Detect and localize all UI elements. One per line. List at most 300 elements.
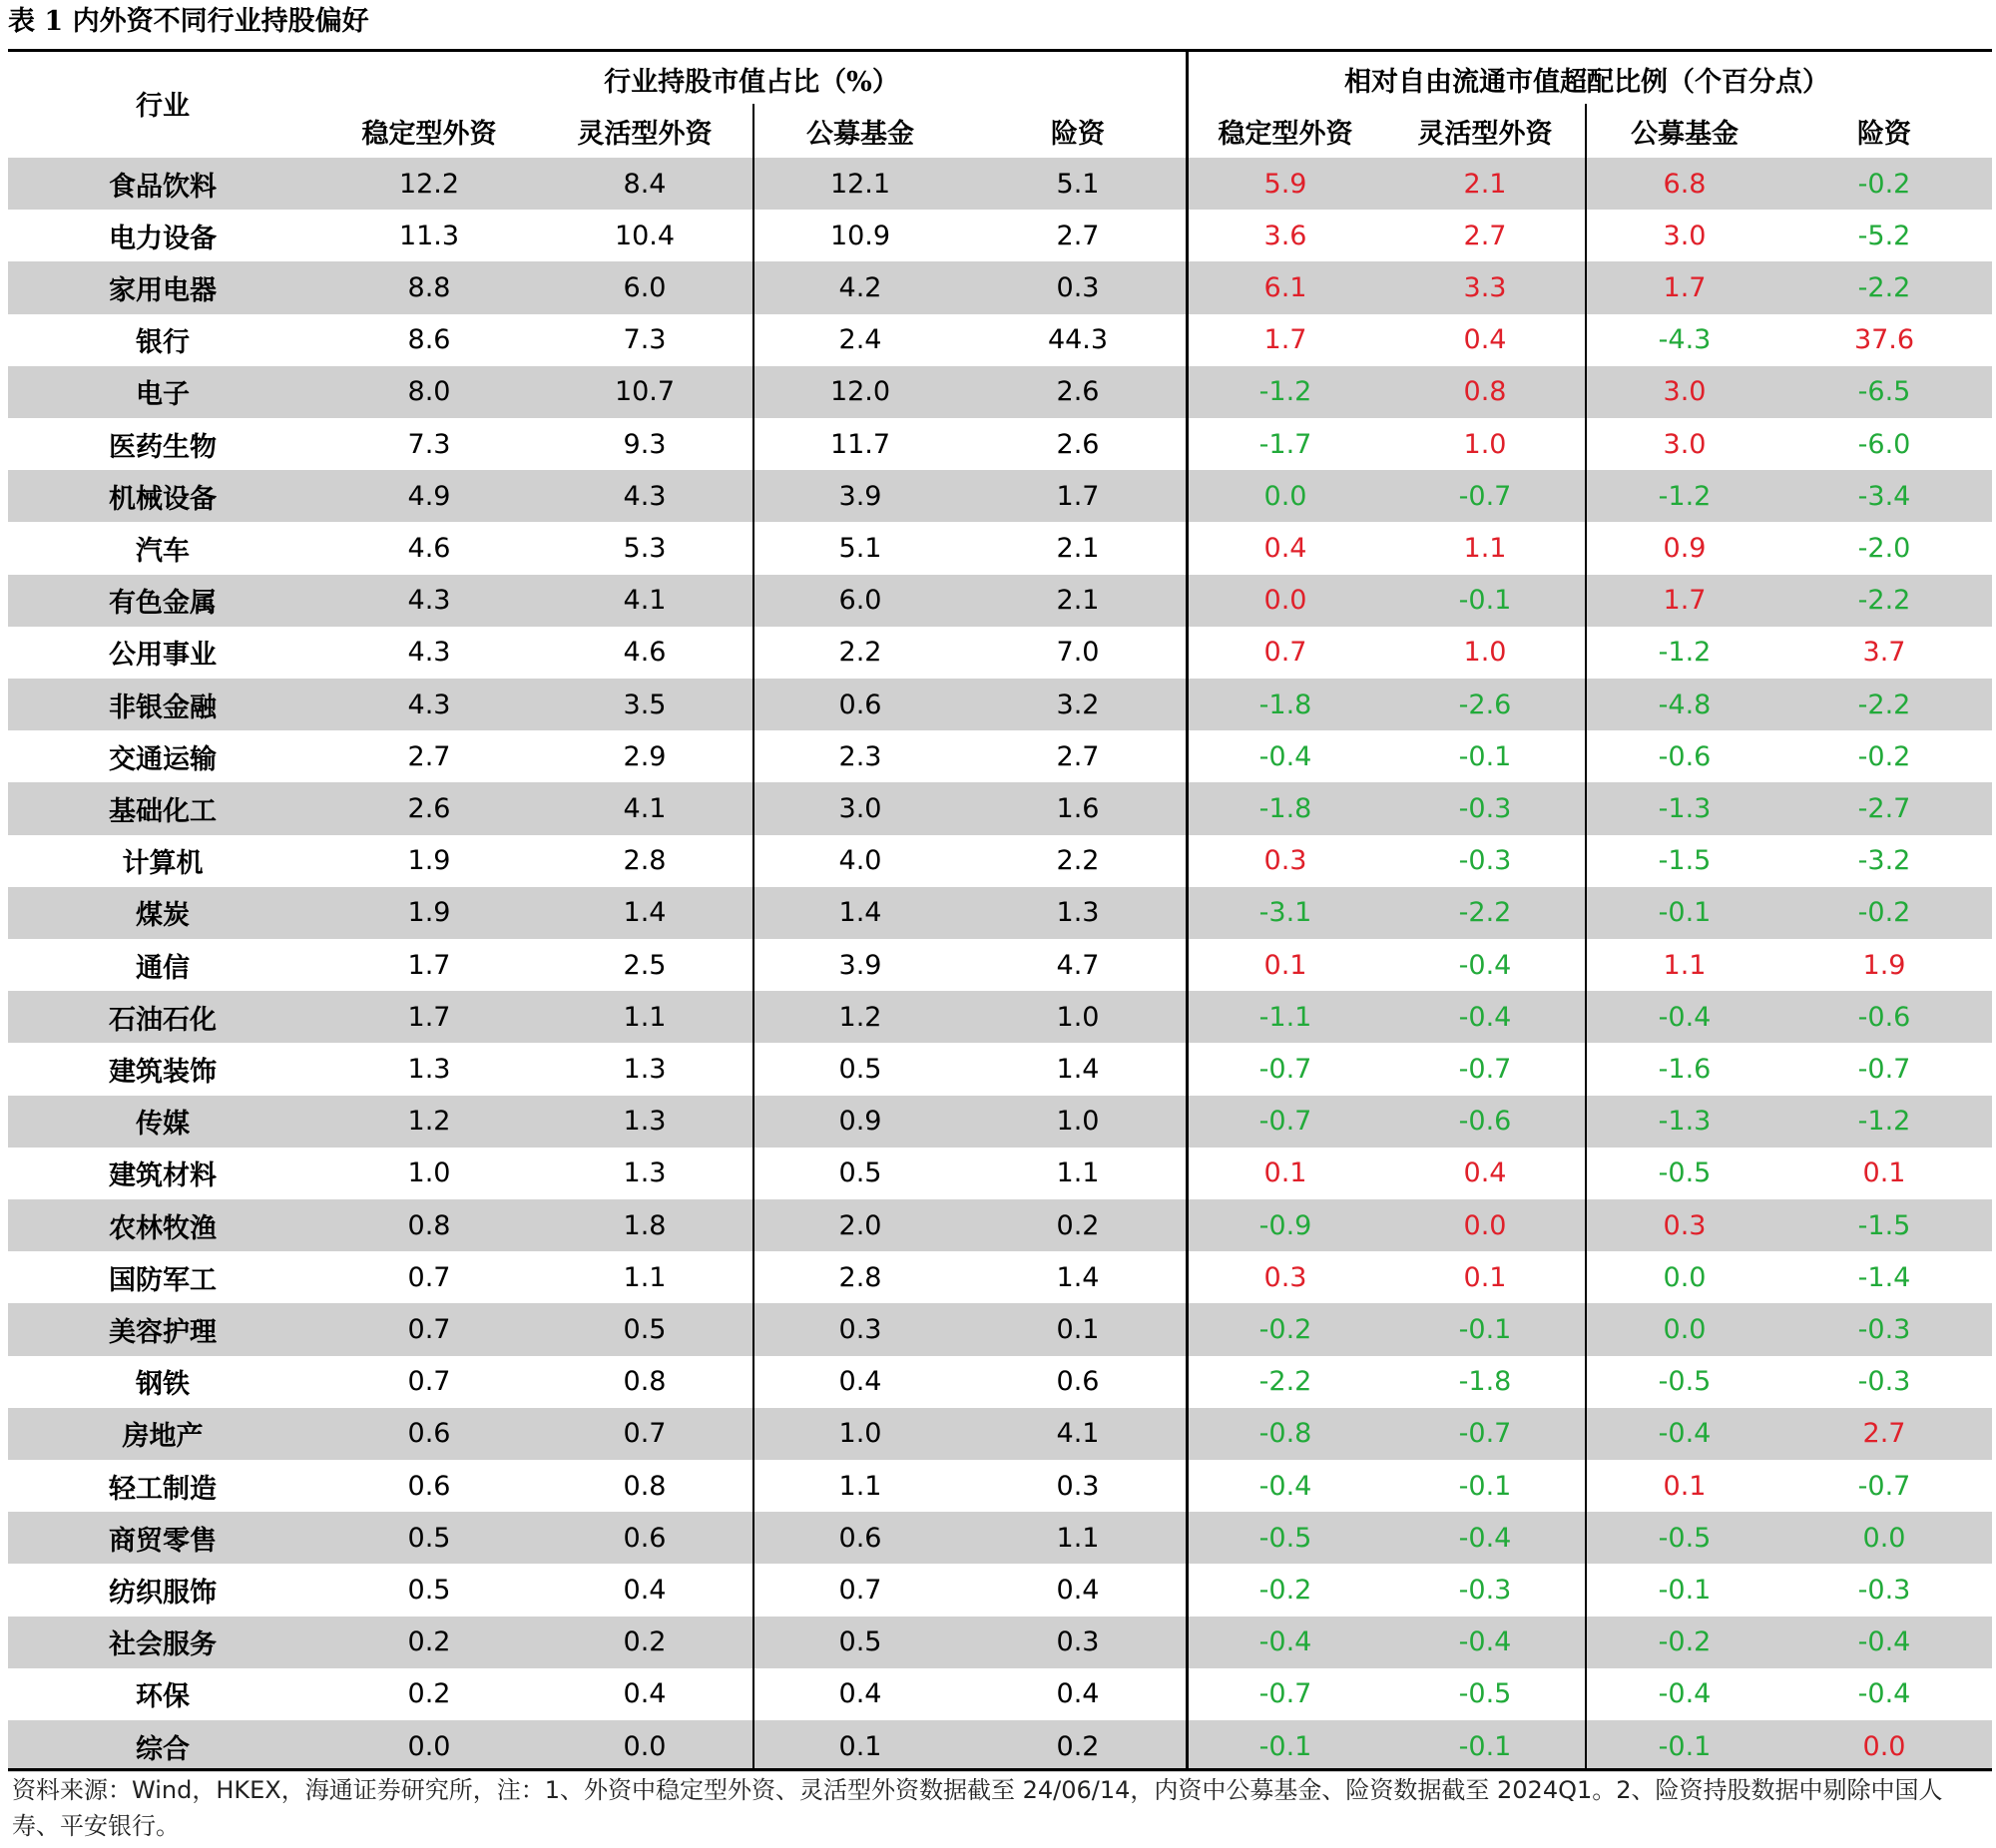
- overweight-value: 2.7: [1862, 1418, 1906, 1450]
- overweight-value: 1.0: [1463, 428, 1507, 460]
- industry-name: 汽车: [136, 535, 190, 567]
- overweight-value: -0.4: [1658, 1001, 1712, 1033]
- share-value: 0.2: [1056, 1730, 1100, 1762]
- overweight-value: 0.0: [1663, 1313, 1707, 1345]
- share-value: 0.5: [838, 1157, 882, 1189]
- industry-name: 非银金融: [109, 692, 217, 723]
- share-value: 2.0: [838, 1209, 882, 1241]
- overweight-value: -0.2: [1258, 1574, 1312, 1606]
- table-row: [8, 939, 1992, 991]
- overweight-value: -0.4: [1458, 1522, 1512, 1554]
- share-value: 4.3: [407, 585, 451, 617]
- share-value: 0.6: [407, 1470, 451, 1502]
- overweight-value: 0.3: [1263, 845, 1307, 877]
- share-value: 4.6: [407, 532, 451, 564]
- share-value: 0.8: [623, 1470, 667, 1502]
- share-value: 1.4: [1056, 1261, 1100, 1293]
- share-value: 1.0: [1056, 1106, 1100, 1138]
- share-value: 1.1: [623, 1001, 667, 1033]
- industry-name: 商贸零售: [109, 1525, 217, 1557]
- overweight-value: -5.2: [1857, 220, 1911, 251]
- industry-name: 综合: [136, 1733, 190, 1765]
- share-value: 1.0: [1056, 1001, 1100, 1033]
- overweight-value: 0.8: [1463, 376, 1507, 408]
- overweight-value: 1.7: [1263, 324, 1307, 356]
- overweight-value: 0.1: [1263, 949, 1307, 981]
- overweight-value: -2.7: [1857, 792, 1911, 824]
- industry-name: 轻工制造: [109, 1473, 217, 1505]
- header-share-flexible-foreign: 灵活型外资: [577, 119, 713, 150]
- share-value: 4.0: [838, 845, 882, 877]
- header-over-public-fund: 公募基金: [1631, 119, 1739, 150]
- share-value: 1.4: [1056, 1053, 1100, 1085]
- share-value: 1.1: [623, 1261, 667, 1293]
- share-value: 2.7: [1056, 740, 1100, 772]
- overweight-value: -0.3: [1458, 845, 1512, 877]
- share-value: 0.6: [838, 1522, 882, 1554]
- overweight-value: -0.9: [1258, 1209, 1312, 1241]
- share-value: 4.1: [1056, 1418, 1100, 1450]
- overweight-value: 0.3: [1263, 1261, 1307, 1293]
- share-value: 1.3: [623, 1157, 667, 1189]
- overweight-value: -0.1: [1458, 1470, 1512, 1502]
- share-value: 0.3: [1056, 1626, 1100, 1658]
- overweight-value: 0.9: [1663, 532, 1707, 564]
- table-row: [8, 782, 1992, 834]
- share-value: 1.0: [407, 1157, 451, 1189]
- table-row: [8, 470, 1992, 522]
- industry-name: 房地产: [122, 1421, 204, 1453]
- share-value: 2.2: [838, 637, 882, 669]
- overweight-value: 1.9: [1862, 949, 1906, 981]
- share-value: 0.0: [623, 1730, 667, 1762]
- table-row: [8, 1617, 1992, 1668]
- header-share-insurance: 险资: [1051, 119, 1105, 150]
- overweight-value: -0.1: [1458, 585, 1512, 617]
- industry-name: 煤炭: [136, 900, 190, 932]
- share-value: 2.8: [623, 845, 667, 877]
- share-value: 1.6: [1056, 792, 1100, 824]
- table-row: [8, 1199, 1992, 1251]
- overweight-value: 3.0: [1663, 376, 1707, 408]
- overweight-value: -0.5: [1258, 1522, 1312, 1554]
- share-value: 1.1: [1056, 1522, 1100, 1554]
- share-value: 0.7: [623, 1418, 667, 1450]
- share-value: 8.4: [623, 168, 667, 200]
- share-value: 10.7: [614, 376, 676, 408]
- source-note: 资料来源：Wind，HKEX，海通证券研究所，注：1、外资中稳定型外资、灵活型外资数据截至 24/06/14，内资中公募基金、险资数据截至 2024Q1。2、险资持股数据中剔除中国人寿、平安银行。: [12, 1776, 1943, 1840]
- share-value: 0.4: [838, 1678, 882, 1710]
- table-row: [8, 418, 1992, 470]
- overweight-value: 0.4: [1263, 532, 1307, 564]
- table-row: [8, 210, 1992, 261]
- share-value: 3.9: [838, 949, 882, 981]
- overweight-value: -0.5: [1658, 1157, 1712, 1189]
- share-value: 0.1: [1056, 1313, 1100, 1345]
- overweight-value: 0.0: [1663, 1261, 1707, 1293]
- share-value: 5.1: [1056, 168, 1100, 200]
- share-value: 8.8: [407, 271, 451, 303]
- table-row: [8, 1251, 1992, 1303]
- header-over-insurance: 险资: [1857, 119, 1911, 150]
- overweight-value: -2.0: [1857, 532, 1911, 564]
- industry-name: 电子: [136, 379, 190, 411]
- industry-name: 医药生物: [109, 431, 217, 463]
- share-value: 1.7: [407, 949, 451, 981]
- overweight-value: -1.3: [1658, 792, 1712, 824]
- table-row: [8, 1043, 1992, 1095]
- overweight-value: -1.2: [1658, 480, 1712, 512]
- overweight-value: -1.5: [1658, 845, 1712, 877]
- share-value: 1.9: [407, 845, 451, 877]
- share-value: 12.1: [829, 168, 891, 200]
- separator-right-mid: [1585, 104, 1587, 1768]
- share-value: 8.0: [407, 376, 451, 408]
- share-value: 2.6: [1056, 428, 1100, 460]
- share-value: 0.5: [623, 1313, 667, 1345]
- overweight-value: 0.0: [1862, 1730, 1906, 1762]
- share-value: 0.3: [838, 1313, 882, 1345]
- industry-name: 建筑装饰: [109, 1056, 217, 1088]
- overweight-value: 0.4: [1463, 1157, 1507, 1189]
- table-row: [8, 1512, 1992, 1564]
- overweight-value: 3.0: [1663, 428, 1707, 460]
- share-value: 0.6: [1056, 1366, 1100, 1398]
- overweight-value: -0.4: [1857, 1626, 1911, 1658]
- share-value: 2.7: [407, 740, 451, 772]
- share-value: 2.9: [623, 740, 667, 772]
- table-row: [8, 991, 1992, 1043]
- table-row: [8, 1148, 1992, 1199]
- share-value: 4.2: [838, 271, 882, 303]
- overweight-value: 0.1: [1862, 1157, 1906, 1189]
- overweight-value: -0.4: [1658, 1678, 1712, 1710]
- share-value: 6.0: [838, 585, 882, 617]
- industry-name: 电力设备: [109, 223, 217, 254]
- overweight-value: -0.3: [1857, 1366, 1911, 1398]
- share-value: 10.9: [829, 220, 891, 251]
- overweight-value: 1.7: [1663, 585, 1707, 617]
- overweight-value: -4.3: [1658, 324, 1712, 356]
- share-value: 2.2: [1056, 845, 1100, 877]
- overweight-value: -0.1: [1658, 897, 1712, 929]
- share-value: 4.3: [407, 637, 451, 669]
- overweight-value: -2.2: [1857, 271, 1911, 303]
- share-value: 10.4: [614, 220, 676, 251]
- industry-name: 国防军工: [109, 1264, 217, 1296]
- overweight-value: 1.0: [1463, 637, 1507, 669]
- industry-name: 建筑材料: [109, 1160, 217, 1192]
- share-value: 1.9: [407, 897, 451, 929]
- share-value: 44.3: [1047, 324, 1109, 356]
- overweight-value: -0.7: [1458, 1053, 1512, 1085]
- industry-name: 公用事业: [109, 640, 217, 672]
- share-value: 1.1: [1056, 1157, 1100, 1189]
- header-industry: 行业: [136, 91, 190, 122]
- header-over-flexible-foreign: 灵活型外资: [1417, 119, 1553, 150]
- share-value: 1.3: [407, 1053, 451, 1085]
- table-row: [8, 522, 1992, 574]
- industry-name: 交通运输: [109, 743, 217, 775]
- overweight-value: -0.4: [1258, 1470, 1312, 1502]
- overweight-value: -1.1: [1258, 1001, 1312, 1033]
- header-share-public-fund: 公募基金: [806, 119, 914, 150]
- share-value: 0.5: [407, 1522, 451, 1554]
- header-group-overweight: 相对自由流通市值超配比例（个百分点）: [1344, 67, 1829, 98]
- overweight-value: -1.4: [1857, 1261, 1911, 1293]
- share-value: 1.2: [407, 1106, 451, 1138]
- overweight-value: -0.7: [1458, 480, 1512, 512]
- share-value: 8.6: [407, 324, 451, 356]
- table-row: [8, 1668, 1992, 1720]
- table-row: [8, 261, 1992, 313]
- share-value: 0.7: [838, 1574, 882, 1606]
- overweight-value: -0.4: [1857, 1678, 1911, 1710]
- share-value: 0.8: [407, 1209, 451, 1241]
- overweight-value: -1.2: [1258, 376, 1312, 408]
- industry-name: 基础化工: [109, 795, 217, 827]
- overweight-value: -6.0: [1857, 428, 1911, 460]
- overweight-value: 1.7: [1663, 271, 1707, 303]
- overweight-value: 0.0: [1463, 1209, 1507, 1241]
- overweight-value: -2.2: [1857, 585, 1911, 617]
- share-value: 0.3: [1056, 271, 1100, 303]
- overweight-value: -0.2: [1857, 168, 1911, 200]
- share-value: 0.2: [407, 1678, 451, 1710]
- share-value: 0.4: [623, 1678, 667, 1710]
- overweight-value: -6.5: [1857, 376, 1911, 408]
- overweight-value: -3.2: [1857, 845, 1911, 877]
- table-row: [8, 1096, 1992, 1148]
- industry-name: 环保: [136, 1681, 190, 1713]
- share-value: 1.3: [623, 1053, 667, 1085]
- industry-name: 传媒: [136, 1109, 190, 1141]
- overweight-value: -0.6: [1458, 1106, 1512, 1138]
- overweight-value: -0.6: [1857, 1001, 1911, 1033]
- overweight-value: 0.7: [1263, 637, 1307, 669]
- share-value: 1.4: [623, 897, 667, 929]
- share-value: 0.9: [838, 1106, 882, 1138]
- overweight-value: -0.4: [1258, 740, 1312, 772]
- overweight-value: -0.4: [1458, 1626, 1512, 1658]
- overweight-value: 3.7: [1862, 637, 1906, 669]
- share-value: 1.1: [838, 1470, 882, 1502]
- table-title: 表 1 内外资不同行业持股偏好: [8, 6, 369, 37]
- share-value: 0.4: [1056, 1574, 1100, 1606]
- share-value: 0.6: [407, 1418, 451, 1450]
- share-value: 3.0: [838, 792, 882, 824]
- table-row: [8, 1303, 1992, 1355]
- table-row: [8, 1720, 1992, 1772]
- overweight-value: -0.7: [1258, 1678, 1312, 1710]
- overweight-value: -0.2: [1857, 897, 1911, 929]
- share-value: 0.3: [1056, 1470, 1100, 1502]
- overweight-value: 0.1: [1463, 1261, 1507, 1293]
- share-value: 7.3: [407, 428, 451, 460]
- overweight-value: -0.6: [1658, 740, 1712, 772]
- overweight-value: -0.4: [1258, 1626, 1312, 1658]
- overweight-value: -2.6: [1458, 689, 1512, 720]
- overweight-value: -1.8: [1258, 792, 1312, 824]
- overweight-value: -0.7: [1857, 1470, 1911, 1502]
- industry-name: 农林牧渔: [109, 1212, 217, 1244]
- header-group-share: 行业持股市值占比（%）: [604, 67, 899, 98]
- share-value: 11.3: [398, 220, 460, 251]
- overweight-value: -0.3: [1458, 1574, 1512, 1606]
- overweight-value: -1.7: [1258, 428, 1312, 460]
- share-value: 6.0: [623, 271, 667, 303]
- overweight-value: 3.3: [1463, 271, 1507, 303]
- share-value: 0.4: [1056, 1678, 1100, 1710]
- industry-name: 社会服务: [109, 1629, 217, 1661]
- table-bottom-rule: [8, 1768, 1992, 1771]
- share-value: 4.6: [623, 637, 667, 669]
- overweight-value: -1.8: [1258, 689, 1312, 720]
- overweight-value: -0.5: [1458, 1678, 1512, 1710]
- share-value: 0.6: [838, 689, 882, 720]
- overweight-value: -0.1: [1658, 1574, 1712, 1606]
- table-row: [8, 1564, 1992, 1616]
- share-value: 7.0: [1056, 637, 1100, 669]
- table-row: [8, 835, 1992, 887]
- overweight-value: -3.4: [1857, 480, 1911, 512]
- overweight-value: 1.1: [1663, 949, 1707, 981]
- share-value: 7.3: [623, 324, 667, 356]
- industry-name: 纺织服饰: [109, 1577, 217, 1609]
- overweight-value: -0.3: [1857, 1313, 1911, 1345]
- industry-name: 美容护理: [109, 1316, 217, 1348]
- overweight-value: -2.2: [1458, 897, 1512, 929]
- overweight-value: 6.8: [1663, 168, 1707, 200]
- share-value: 9.3: [623, 428, 667, 460]
- industry-name: 家用电器: [109, 274, 217, 306]
- table-row: [8, 158, 1992, 210]
- overweight-value: -1.3: [1658, 1106, 1712, 1138]
- overweight-value: 0.0: [1263, 585, 1307, 617]
- share-value: 2.1: [1056, 585, 1100, 617]
- share-value: 4.3: [623, 480, 667, 512]
- share-value: 2.1: [1056, 532, 1100, 564]
- share-value: 0.2: [1056, 1209, 1100, 1241]
- industry-name: 计算机: [122, 848, 204, 880]
- table-top-rule: [8, 49, 1992, 52]
- share-value: 1.2: [838, 1001, 882, 1033]
- overweight-value: 0.4: [1463, 324, 1507, 356]
- table-row: [8, 366, 1992, 418]
- share-value: 1.4: [838, 897, 882, 929]
- overweight-value: 0.1: [1263, 1157, 1307, 1189]
- share-value: 2.3: [838, 740, 882, 772]
- overweight-value: 1.1: [1463, 532, 1507, 564]
- table-row: [8, 314, 1992, 366]
- overweight-value: -0.1: [1658, 1730, 1712, 1762]
- overweight-value: -4.8: [1658, 689, 1712, 720]
- overweight-value: -1.2: [1658, 637, 1712, 669]
- share-value: 0.5: [407, 1574, 451, 1606]
- overweight-value: -0.7: [1258, 1106, 1312, 1138]
- share-value: 4.1: [623, 792, 667, 824]
- industry-name: 食品饮料: [109, 171, 217, 203]
- overweight-value: -2.2: [1857, 689, 1911, 720]
- share-value: 0.1: [838, 1730, 882, 1762]
- overweight-value: -0.2: [1258, 1313, 1312, 1345]
- share-value: 1.7: [407, 1001, 451, 1033]
- industry-name: 通信: [136, 952, 190, 984]
- share-value: 1.3: [623, 1106, 667, 1138]
- overweight-value: -0.3: [1857, 1574, 1911, 1606]
- overweight-value: 2.1: [1463, 168, 1507, 200]
- overweight-value: -0.4: [1458, 949, 1512, 981]
- overweight-value: -1.6: [1658, 1053, 1712, 1085]
- overweight-value: -0.1: [1258, 1730, 1312, 1762]
- share-value: 5.1: [838, 532, 882, 564]
- overweight-value: -2.2: [1258, 1366, 1312, 1398]
- share-value: 0.8: [623, 1366, 667, 1398]
- overweight-value: -0.4: [1658, 1418, 1712, 1450]
- overweight-value: 2.7: [1463, 220, 1507, 251]
- overweight-value: -1.2: [1857, 1106, 1911, 1138]
- overweight-value: -0.4: [1458, 1001, 1512, 1033]
- share-value: 4.1: [623, 585, 667, 617]
- share-value: 2.6: [407, 792, 451, 824]
- share-value: 2.8: [838, 1261, 882, 1293]
- overweight-value: -0.1: [1458, 1313, 1512, 1345]
- share-value: 11.7: [829, 428, 891, 460]
- share-value: 5.3: [623, 532, 667, 564]
- overweight-value: -0.5: [1658, 1366, 1712, 1398]
- overweight-value: -0.2: [1857, 740, 1911, 772]
- overweight-value: 0.1: [1663, 1470, 1707, 1502]
- overweight-value: 37.6: [1853, 324, 1915, 356]
- overweight-value: 0.0: [1862, 1522, 1906, 1554]
- share-value: 1.8: [623, 1209, 667, 1241]
- overweight-value: -0.8: [1258, 1418, 1312, 1450]
- share-value: 0.5: [838, 1626, 882, 1658]
- share-value: 2.4: [838, 324, 882, 356]
- table-row: [8, 575, 1992, 627]
- share-value: 0.7: [407, 1366, 451, 1398]
- overweight-value: -0.1: [1458, 740, 1512, 772]
- share-value: 2.6: [1056, 376, 1100, 408]
- share-value: 0.4: [623, 1574, 667, 1606]
- share-value: 0.6: [623, 1522, 667, 1554]
- share-value: 1.3: [1056, 897, 1100, 929]
- overweight-value: -0.7: [1258, 1053, 1312, 1085]
- overweight-value: 3.6: [1263, 220, 1307, 251]
- overweight-value: 5.9: [1263, 168, 1307, 200]
- industry-name: 石油石化: [109, 1004, 217, 1036]
- share-value: 0.0: [407, 1730, 451, 1762]
- share-value: 1.0: [838, 1418, 882, 1450]
- share-value: 0.7: [407, 1261, 451, 1293]
- share-value: 1.7: [1056, 480, 1100, 512]
- overweight-value: 0.3: [1663, 1209, 1707, 1241]
- header-share-stable-foreign: 稳定型外资: [361, 119, 497, 150]
- share-value: 4.7: [1056, 949, 1100, 981]
- share-value: 0.5: [838, 1053, 882, 1085]
- overweight-value: -0.1: [1458, 1730, 1512, 1762]
- overweight-value: -1.5: [1857, 1209, 1911, 1241]
- table-row: [8, 730, 1992, 782]
- table-row: [8, 1356, 1992, 1408]
- share-value: 0.4: [838, 1366, 882, 1398]
- share-value: 0.2: [623, 1626, 667, 1658]
- overweight-value: 0.0: [1263, 480, 1307, 512]
- industry-name: 机械设备: [109, 483, 217, 515]
- table-row: [8, 1460, 1992, 1512]
- overweight-value: -0.7: [1857, 1053, 1911, 1085]
- share-value: 3.5: [623, 689, 667, 720]
